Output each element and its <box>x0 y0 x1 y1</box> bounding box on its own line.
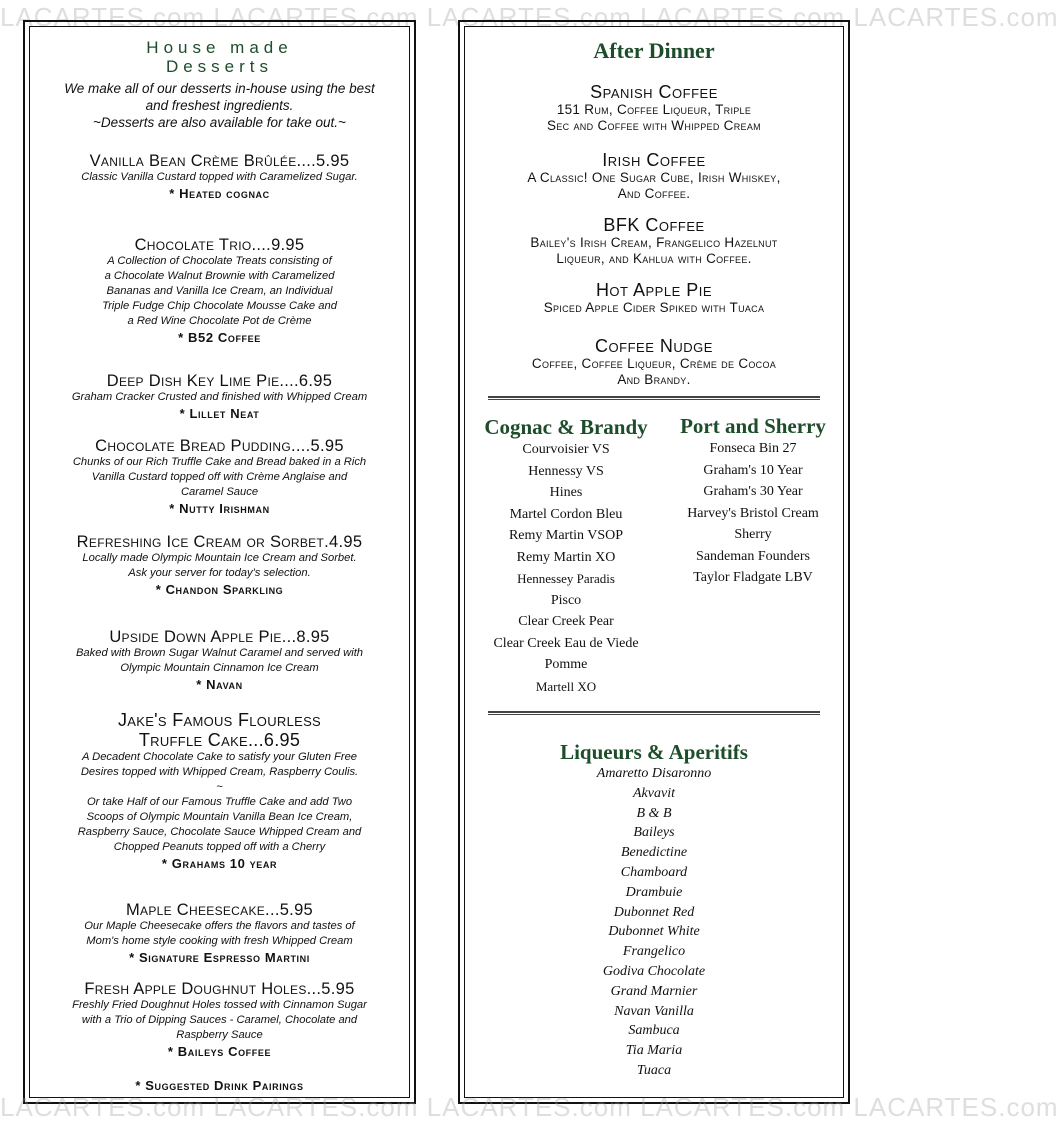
list-item: Pisco <box>550 592 582 608</box>
drink-pairing: * Nutty Irishman <box>169 501 270 516</box>
list-item: Dubonnet Red <box>613 904 695 920</box>
port-sherry-section <box>658 414 848 589</box>
dessert-item <box>25 236 414 346</box>
list-item: Hennessy VS <box>528 463 604 479</box>
drink-pairing: * Navan <box>196 677 243 692</box>
coffee-name: Spanish Coffee <box>590 82 718 102</box>
dessert-name: Deep Dish Key Lime Pie....6.95 <box>106 372 333 390</box>
list-item: Frangelico <box>622 944 686 960</box>
cognac-brandy-section <box>468 415 664 697</box>
list-item: Dubonnet White <box>608 924 700 940</box>
coffee-desc: 151 Rum, Coffee Liqueur, Triple Sec and Coffee with Whipped Cream <box>547 102 761 133</box>
coffee-item <box>460 215 848 267</box>
coffee-name: Irish Coffee <box>602 150 706 170</box>
coffee-item <box>460 150 848 202</box>
watermark-top: LACARTES.com LACARTES.com LACARTES.com LACARTES.com LACARTES.com <box>0 2 1059 32</box>
dessert-desc: Locally made Olympic Mountain Ice Cream and Sorbet. Ask your server for today's selection. <box>82 552 357 579</box>
house-made-title: House made <box>146 38 293 57</box>
dessert-desc: A Decadent Chocolate Cake to satisfy your Gluten Free Desires topped with Whipped Cream, Raspberry Coulis. ~ Or take Half of our Famous Truffle Cake and add Two Scoops of Olympic Mountain Vanilla Bean Ice Cream, Raspberry Sauce, Chocolate Sauce Whipped Cream and Chopped Peanuts topped off with a Cherry <box>77 751 362 853</box>
coffee-item <box>460 82 848 134</box>
dessert-name: Chocolate Bread Pudding....5.95 <box>95 437 344 455</box>
coffee-name: BFK Coffee <box>603 215 705 235</box>
list-item: Harvey's Bristol Cream <box>687 505 819 521</box>
dessert-name: Jake's Famous Flourless Truffle Cake...6.95 <box>117 710 322 750</box>
list-item: Clear Creek Eau de Viede <box>493 635 639 651</box>
dessert-name: Refreshing Ice Cream or Sorbet.4.95 <box>76 533 363 551</box>
coffee-desc: Bailey's Irish Cream, Frangelico Hazelnut Liqueur, and Kahlua with Coffee. <box>530 235 778 266</box>
list-item: Tuaca <box>636 1062 672 1078</box>
drink-pairing: * B52 Coffee <box>178 330 261 345</box>
cognac-brandy-title: Cognac & Brandy <box>484 415 648 439</box>
list-item: Sambuca <box>628 1023 680 1039</box>
list-item: Navan Vanilla <box>614 1003 694 1019</box>
list-item: Clear Creek Pear <box>518 614 614 629</box>
dessert-item <box>25 710 414 872</box>
coffee-desc: Coffee, Coffee Liqueur, Crème de Cocoa And Brandy. <box>531 356 777 387</box>
liqueurs-list <box>460 764 848 1081</box>
dessert-name: Chocolate Trio....9.95 <box>134 236 305 254</box>
after-dinner-title: After Dinner <box>593 38 715 63</box>
dessert-name: Vanilla Bean Crème Brûlée....5.95 <box>89 152 350 170</box>
desserts-title: Desserts <box>165 57 274 76</box>
list-item: Martell XO <box>535 678 597 694</box>
list-item: Martel Cordon Bleu <box>509 506 623 522</box>
dessert-desc: Chunks of our Rich Truffle Cake and Bread baked in a Rich Vanilla Custard topped off with Crème Anglaise and Caramel Sauce <box>72 456 367 498</box>
pairing-footnote: * Suggested Drink Pairings <box>135 1078 304 1093</box>
intro-text: We make all of our desserts in-house using the best and freshest ingredients. ~Desserts are also available for take out.~ <box>64 81 375 130</box>
dessert-desc: Freshly Fried Doughnut Holes tossed with Cinnamon Sugar with a Trio of Dipping Sauces - Caramel, Chocolate and Raspberry Sauce <box>72 999 367 1041</box>
divider <box>488 396 820 400</box>
list-item: Courvoisier VS <box>522 442 610 457</box>
liqueurs-section <box>460 740 848 1081</box>
list-item: Graham's 10 Year <box>703 462 803 478</box>
drink-pairing: * Signature Espresso Martini <box>129 950 310 965</box>
list-item: Grand Marnier <box>610 983 698 999</box>
coffee-name: Coffee Nudge <box>595 336 713 356</box>
drink-pairing: * Grahams 10 year <box>161 856 278 871</box>
dessert-name: Maple Cheesecake...5.95 <box>125 901 314 919</box>
dessert-desc: Graham Cracker Crusted and finished with Whipped Cream <box>71 391 368 403</box>
list-item: Amaretto Disaronno <box>596 766 712 781</box>
drink-pairing: * Heated cognac <box>169 186 270 201</box>
watermark-bottom: LACARTES.com LACARTES.com LACARTES.com LACARTES.com LACARTES.com <box>0 1092 1059 1122</box>
dessert-item <box>25 628 414 693</box>
drink-pairing: * Lillet Neat <box>179 406 260 421</box>
dessert-item <box>25 152 414 202</box>
list-item: Graham's 30 Year <box>703 484 803 499</box>
coffee-desc: A Classic! One Sugar Cube, Irish Whiskey, And Coffee. <box>527 170 781 201</box>
drinks-panel <box>458 20 850 1104</box>
list-item: Taylor Fladgate LBV <box>693 570 813 585</box>
list-item: Benedictine <box>620 845 688 861</box>
dessert-name: Fresh Apple Doughnut Holes...5.95 <box>84 980 355 998</box>
desserts-panel <box>23 20 416 1104</box>
divider <box>488 711 820 715</box>
list-item: Remy Martin XO <box>516 549 616 565</box>
dessert-item <box>25 533 414 598</box>
port-list <box>658 438 848 589</box>
dessert-item <box>25 980 414 1060</box>
dessert-desc: Our Maple Cheesecake offers the flavors and tastes of Mom's home style cooking with fresh Whipped Cream <box>84 920 355 947</box>
list-item: Fonseca Bin 27 <box>709 441 797 456</box>
list-item: Baileys <box>633 825 675 841</box>
port-sherry-title: Port and Sherry <box>680 414 826 438</box>
drink-pairing: * Chandon Sparkling <box>155 582 284 597</box>
dessert-item <box>25 372 414 422</box>
dessert-desc: A Collection of Chocolate Treats consisting of a Chocolate Walnut Brownie with Caramelized Bananas and Vanilla Ice Cream, an Individual Triple Fudge Chip Chocolate Mousse Cake and a Red Wine Chocolate Pot de Crème <box>102 255 337 327</box>
dessert-name: Upside Down Apple Pie...8.95 <box>109 628 330 646</box>
list-item: Hines <box>549 485 583 500</box>
list-item: Drambuie <box>625 884 683 900</box>
list-item: Akvavit <box>633 785 675 801</box>
list-item: Sandeman Founders <box>696 548 810 564</box>
list-item: Tia Maria <box>625 1043 683 1059</box>
list-item: Sherry <box>734 527 772 542</box>
list-item: Hennessey Paradis <box>517 571 615 586</box>
coffee-desc: Spiced Apple Cider Spiked with Tuaca <box>543 300 765 315</box>
list-item: Remy Martin VSOP <box>508 528 624 543</box>
list-item: B & B <box>636 805 672 821</box>
list-item: Pomme <box>544 657 588 672</box>
list-item: Godiva Chocolate <box>602 963 706 979</box>
drink-pairing: * Baileys Coffee <box>167 1044 272 1059</box>
dessert-desc: Baked with Brown Sugar Walnut Caramel and served with Olympic Mountain Cinnamon Ice Cream <box>75 647 364 674</box>
cognac-list <box>468 439 664 697</box>
dessert-item <box>25 901 414 966</box>
liqueurs-title: Liqueurs & Aperitifs <box>560 740 748 764</box>
list-item: Chamboard <box>620 864 688 880</box>
coffee-name: Hot Apple Pie <box>595 280 713 300</box>
dessert-desc: Classic Vanilla Custard topped with Caramelized Sugar. <box>81 171 358 183</box>
coffee-item <box>460 280 848 316</box>
dessert-item <box>25 437 414 517</box>
coffee-item <box>460 336 848 388</box>
